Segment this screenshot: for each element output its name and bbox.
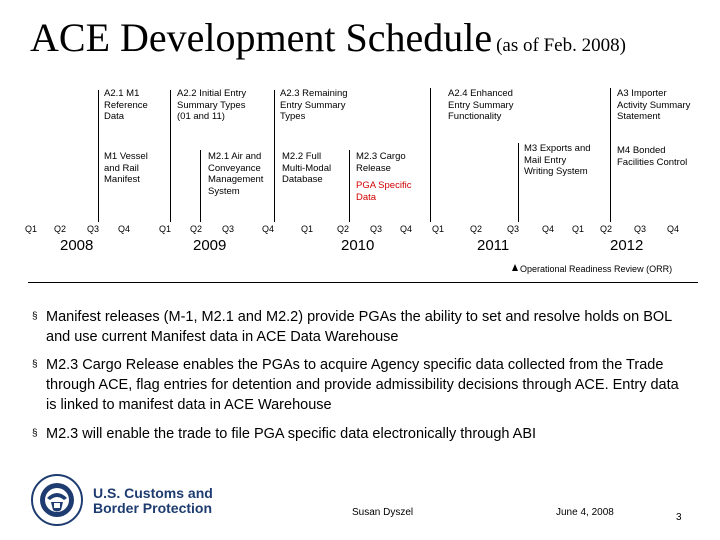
presenter-name: Susan Dyszel: [352, 507, 414, 518]
milestone-m2-3: M2.3 Cargo Release: [356, 151, 406, 174]
milestone-line: [98, 90, 99, 222]
milestone-pga-data: PGA Specific Data: [356, 180, 412, 203]
orr-note: Operational Readiness Review (ORR): [520, 264, 673, 274]
page-number: 3: [676, 512, 682, 523]
bullet-text: M2.3 Cargo Release enables the PGAs to acquire Agency specific data collected from the Trade through ACE, flag entries for detention and provide admissibility decisions through ACE. Entry data is linked to manifest data in ACE Warehouse: [46, 357, 679, 413]
quarter-label: Q4: [667, 224, 680, 234]
milestone-a2-2: A2.2 Initial Entry Summary Types (01 and 11): [177, 88, 247, 122]
title-main: ACE Development Schedule: [30, 15, 493, 60]
bullet-text: Manifest releases (M-1, M2.1 and M2.2) provide PGAs the ability to set and resolve holds on BOL and use current Manifest data in ACE Data Warehouse: [46, 309, 672, 345]
bullet-text: M2.3 will enable the trade to file PGA specific data electronically through ABI: [46, 426, 537, 442]
year-label: 2009: [193, 237, 227, 254]
dhs-seal-icon: [31, 474, 83, 526]
bullet-item: [32, 307, 692, 347]
milestone-line: [518, 143, 519, 222]
quarter-label: Q2: [337, 224, 350, 234]
bullet-marker: §: [32, 428, 38, 439]
quarter-label: Q1: [25, 224, 38, 234]
year-label: 2012: [610, 237, 644, 254]
bullet-item: [32, 355, 692, 415]
orr-triangle-icon: [512, 264, 518, 271]
milestone-line: [610, 88, 611, 222]
milestone-a2-3: A2.3 Remaining Entry Summary Types: [280, 88, 348, 122]
milestone-m3: M3 Exports and Mail Entry Writing System: [524, 143, 591, 177]
title-subtitle: (as of Feb. 2008): [496, 35, 626, 56]
milestone-line: [200, 150, 201, 222]
quarter-label: Q3: [222, 224, 235, 234]
agency-wordmark: [93, 486, 213, 516]
milestone-line: [274, 90, 275, 222]
divider: [28, 282, 698, 283]
quarter-label: Q1: [572, 224, 585, 234]
milestone-m4: M4 Bonded Facilities Control: [617, 145, 688, 168]
quarter-label: Q2: [600, 224, 613, 234]
bullet-marker: §: [32, 311, 38, 322]
quarter-label: Q4: [118, 224, 131, 234]
quarter-label: Q2: [190, 224, 203, 234]
footer-date: June 4, 2008: [556, 507, 614, 518]
quarter-label: Q3: [634, 224, 647, 234]
bullet-item: [32, 424, 692, 444]
quarter-label: Q4: [400, 224, 413, 234]
quarter-label: Q1: [159, 224, 172, 234]
quarter-label: Q1: [432, 224, 445, 234]
milestone-a2-1: A2.1 M1 Reference Data: [104, 88, 148, 122]
year-label: 2011: [477, 237, 510, 254]
milestone-m2-2: M2.2 Full Multi-Modal Database: [282, 151, 332, 185]
quarter-label: Q1: [301, 224, 314, 234]
quarter-label: Q4: [542, 224, 555, 234]
milestone-m2-1: M2.1 Air and Conveyance Management System: [208, 151, 264, 197]
quarter-label: Q2: [54, 224, 67, 234]
quarter-label: Q3: [87, 224, 100, 234]
quarter-label: Q3: [507, 224, 520, 234]
milestone-line: [430, 88, 431, 222]
quarter-label: Q3: [370, 224, 383, 234]
quarter-label: Q4: [262, 224, 275, 234]
quarter-label: Q2: [470, 224, 483, 234]
milestone-a2-4: A2.4 Enhanced Entry Summary Functionality: [448, 88, 514, 122]
milestone-a3: A3 Importer Activity Summary Statement: [617, 88, 691, 122]
year-label: 2010: [341, 237, 375, 254]
milestone-line: [170, 90, 171, 222]
agency-line-2: Border Protection: [93, 500, 213, 516]
slide-title: [30, 14, 626, 61]
milestone-line: [349, 150, 350, 222]
year-label: 2008: [60, 237, 94, 254]
bullet-marker: §: [32, 359, 38, 370]
agency-line-1: U.S. Customs and: [93, 485, 213, 501]
milestone-m1: M1 Vessel and Rail Manifest: [104, 151, 148, 185]
